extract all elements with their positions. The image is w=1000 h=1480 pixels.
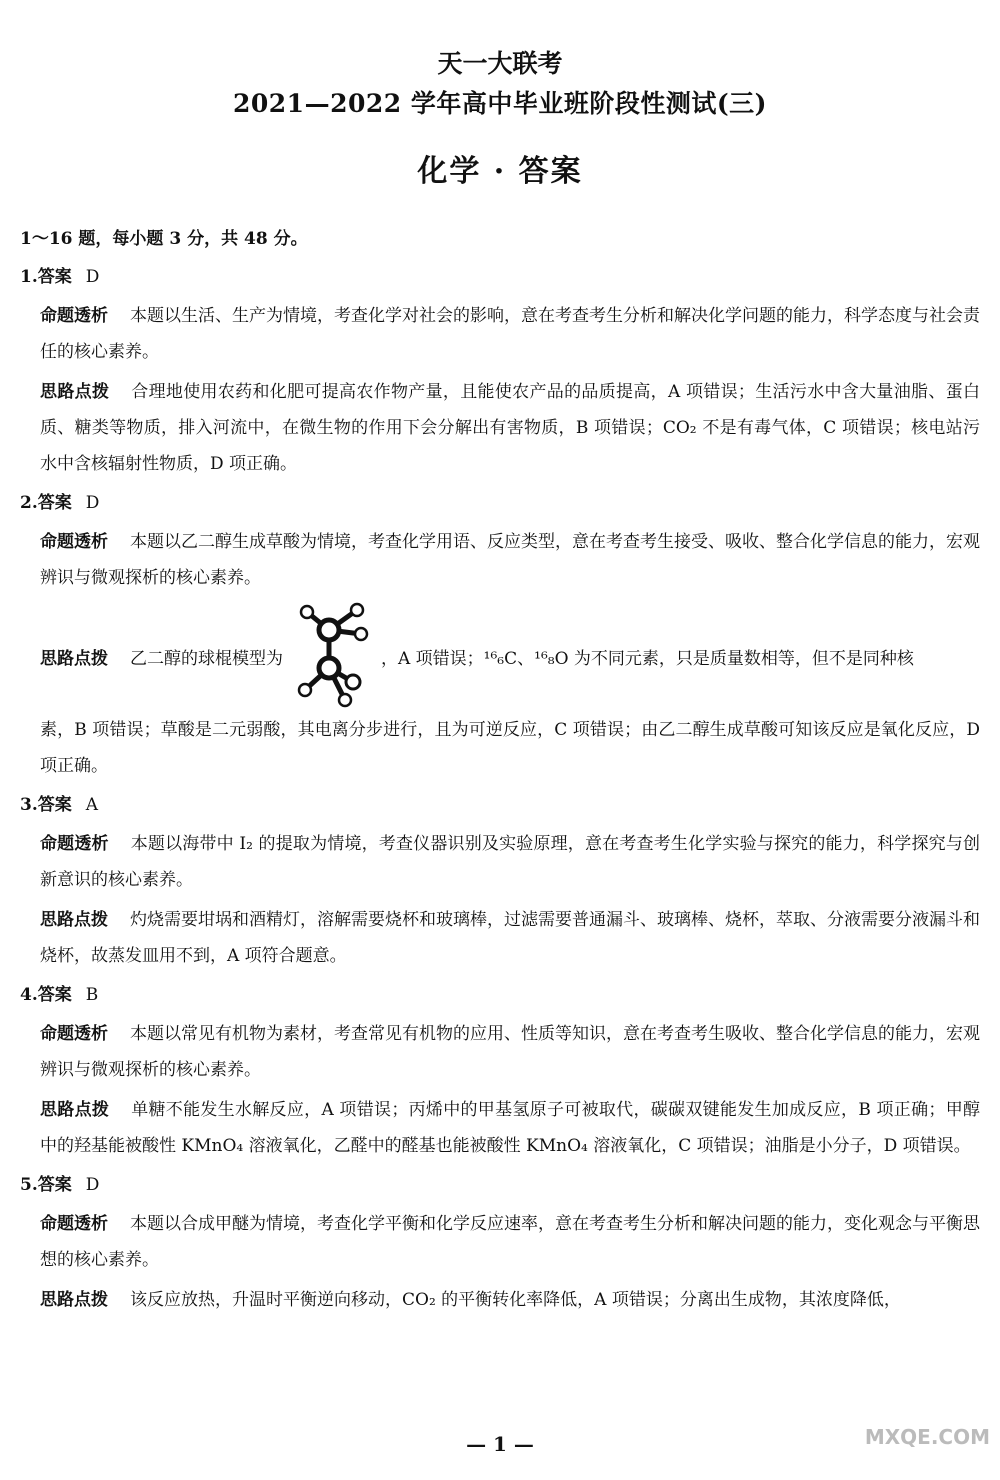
hint-text: 单糖不能发生水解反应，A 项错误；丙烯中的甲基氢原子可被取代，碳碳双键能发生加成反应，B 项正确；甲醇中的羟基能被酸性 KMnO₄ 溶液氧化，乙醛中的醛基也能被酸性 KMnO₄ 溶液氧化，C 项错误；油脂是小分子，D 项错误。 — [40, 1100, 980, 1156]
analysis-label: 命题透析 — [40, 1214, 108, 1234]
question-number: 2. — [20, 493, 38, 513]
hint-text-rest: 素，B 项错误；草酸是二元弱酸，其电离分步进行，且为可逆反应，C 项错误；由乙二醇生成草酸可知该反应是氧化反应，D 项正确。 — [40, 720, 980, 776]
answer-label: 答案 — [37, 795, 72, 815]
answer-value: D — [85, 493, 100, 513]
analysis-text: 本题以海带中 I₂ 的提取为情境，考查仪器识别及实验原理，意在考查考生化学实验与探究的能力，科学探究与创新意识的核心素养。 — [40, 834, 980, 890]
hint-text: 灼烧需要坩埚和酒精灯，溶解需要烧杯和玻璃棒，过滤需要普通漏斗、玻璃棒、烧杯，萃取、分液需要分液漏斗和烧杯，故蒸发皿用不到，A 项符合题意。 — [40, 910, 980, 966]
hint-paragraph — [20, 902, 980, 974]
analysis-paragraph — [20, 524, 980, 596]
hint-text-pre: 乙二醇的球棍模型为 — [130, 648, 283, 669]
hint-label: 思路点拨 — [40, 910, 108, 930]
analysis-text: 本题以乙二醇生成草酸为情境，考查化学用语、反应类型，意在考查考生接受、吸收、整合化学信息的能力，宏观辨识与微观探析的核心素养。 — [40, 532, 980, 588]
question-5 — [20, 1168, 980, 1318]
hint-paragraph — [20, 1092, 980, 1164]
question-number: 3. — [20, 795, 38, 815]
hint-text: 该反应放热，升温时平衡逆向移动，CO₂ 的平衡转化率降低，A 项错误；分离出生成物，其浓度降低， — [130, 1290, 901, 1310]
hint-label: 思路点拨 — [40, 1290, 108, 1310]
hint-text-post: ，A 项错误；¹⁶₆C、¹⁶₈O 为不同元素，只是质量数相等，但不是同种核 — [381, 648, 914, 669]
answer-content — [20, 222, 980, 1318]
hint-label: 思路点拨 — [40, 382, 110, 402]
question-4 — [20, 978, 980, 1164]
question-number: 1. — [20, 267, 38, 287]
analysis-paragraph — [20, 298, 980, 370]
subject-title: 化学 · 答案 — [417, 154, 583, 189]
hint-paragraph — [20, 1282, 980, 1318]
analysis-paragraph — [20, 826, 980, 898]
question-1 — [20, 260, 980, 482]
answer-label: 答案 — [37, 985, 72, 1005]
analysis-paragraph — [20, 1206, 980, 1278]
analysis-text: 本题以合成甲醚为情境，考查化学平衡和化学反应速率，意在考查考生分析和解决问题的能力，变化观念与平衡思想的核心素养。 — [40, 1214, 980, 1270]
question-2 — [20, 486, 980, 784]
answer-label: 答案 — [37, 267, 72, 287]
hint-paragraph — [20, 374, 980, 482]
exam-title: 2021—2022 学年高中毕业班阶段性测试(三) — [232, 89, 768, 118]
analysis-label: 命题透析 — [40, 532, 108, 552]
org-title: 天一大联考 — [437, 49, 563, 78]
analysis-text: 本题以生活、生产为情境，考查化学对社会的影响，意在考查考生分析和解决化学问题的能力，科学态度与社会责任的核心素养。 — [40, 306, 980, 362]
analysis-paragraph — [20, 1016, 980, 1088]
analysis-text: 本题以常见有机物为素材，考查常见有机物的应用、性质等知识，意在考查考生吸收、整合化学信息的能力，宏观辨识与微观探析的核心素养。 — [40, 1024, 980, 1080]
analysis-label: 命题透析 — [40, 306, 108, 326]
answer-label: 答案 — [37, 1175, 72, 1195]
question-3 — [20, 788, 980, 974]
answer-value: D — [85, 1175, 100, 1195]
analysis-label: 命题透析 — [40, 1024, 108, 1044]
question-number: 4. — [20, 985, 38, 1005]
answer-value: A — [85, 795, 99, 815]
hint-text: 合理地使用农药和化肥可提高农作物产量，且能使农产品的品质提高，A 项错误；生活污水中含大量油脂、蛋白质、糖类等物质，排入河流中，在微生物的作用下会分解出有害物质，B 项错误；CO₂ 不是有毒气体，C 项错误；核电站污水中含核辐射性物质，D 项正确。 — [40, 382, 981, 474]
site-watermark: MXQE.COM — [864, 1425, 990, 1449]
answer-value: B — [85, 985, 99, 1005]
hint-paragraph — [20, 600, 980, 784]
page-number: — 1 — — [466, 1432, 534, 1456]
analysis-label: 命题透析 — [40, 834, 109, 854]
hint-label: 思路点拨 — [40, 1100, 110, 1120]
intro-line: 1～16 题，每小题 3 分，共 48 分。 — [20, 229, 308, 249]
answer-value: D — [85, 267, 100, 287]
hint-label: 思路点拨 — [40, 648, 108, 669]
question-number: 5. — [20, 1175, 38, 1195]
ethylene-glycol-ball-stick-model-image — [289, 602, 375, 710]
answer-label: 答案 — [37, 493, 72, 513]
